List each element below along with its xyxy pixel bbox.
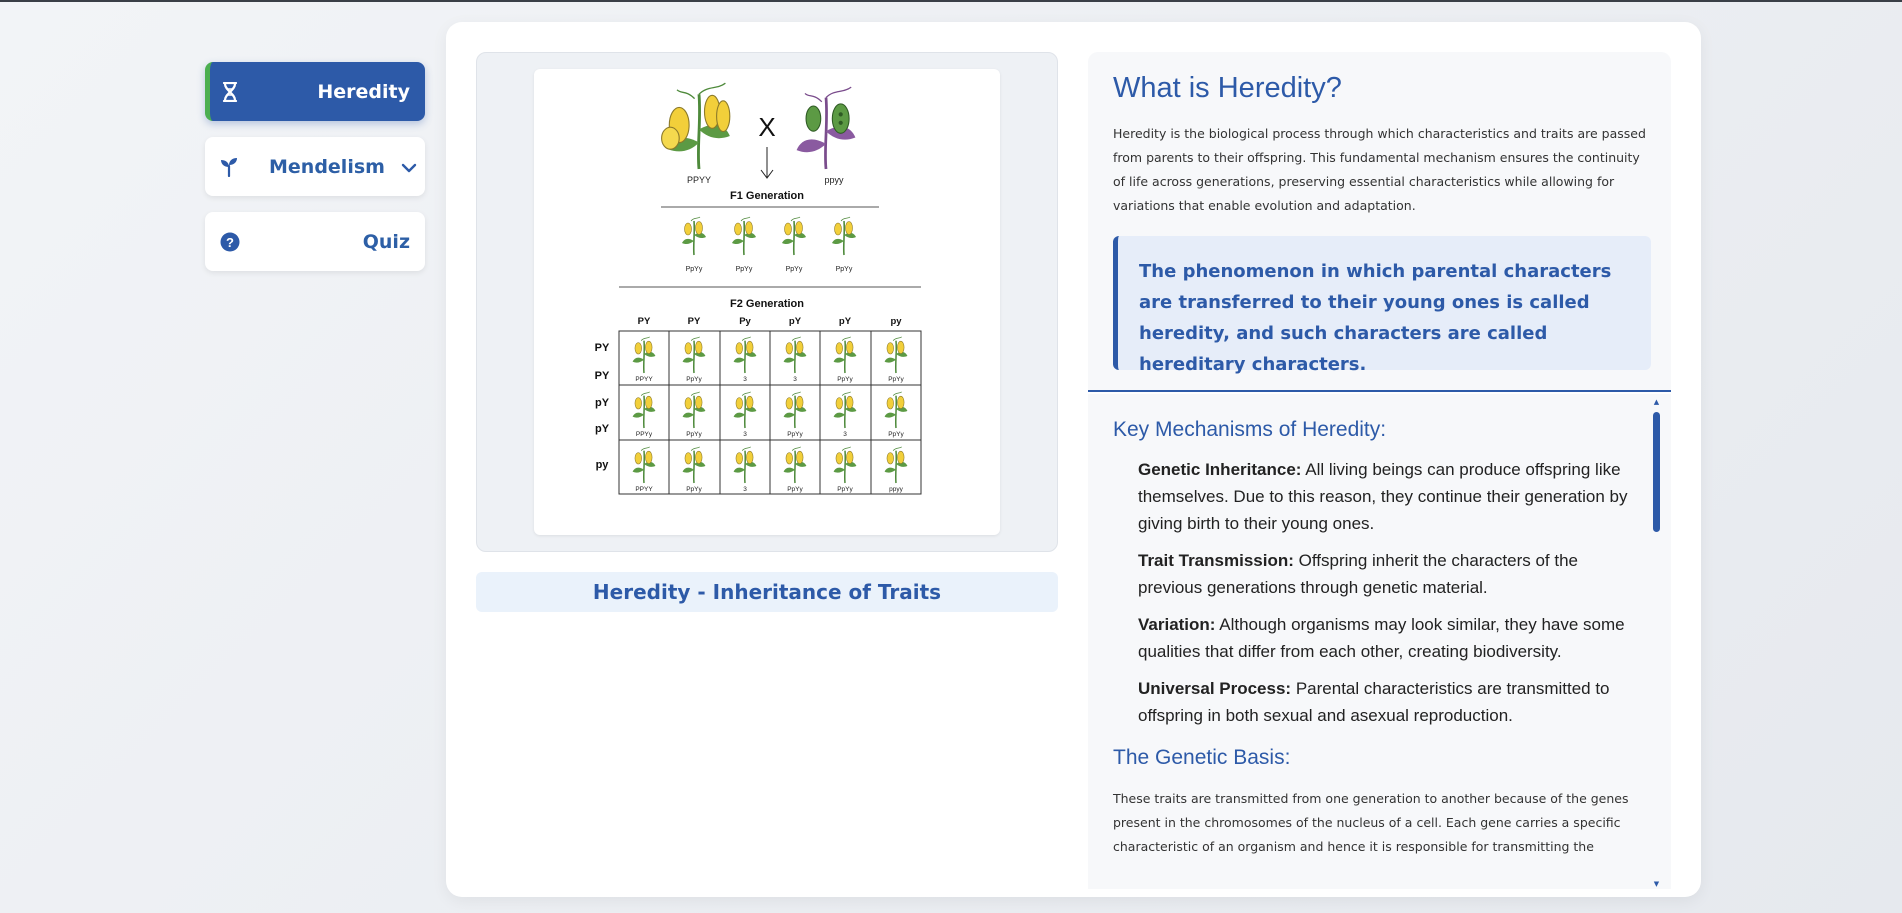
scroll-up-icon[interactable]: ▲ [1653, 398, 1660, 406]
list-item: Variation: Although organisms may look similar, they have some qualities that differ from each other, creating biodiversity. [1138, 615, 1625, 661]
sidebar-item-label: Heredity [317, 80, 410, 103]
content-card [446, 22, 1701, 897]
grid-cell-plant [834, 447, 857, 483]
grid-cell-plant [885, 447, 908, 483]
grid-cell-genotype: PPYy [635, 431, 653, 438]
col-header: py [890, 316, 902, 327]
f1-label-2: PpYy [735, 266, 753, 273]
chevron-down-icon[interactable] [401, 156, 417, 178]
grid-cell-genotype: 3 [793, 376, 797, 383]
grid-cell-genotype: PpYy [837, 486, 853, 493]
punnett-grid [619, 331, 921, 494]
parent-plant-green [797, 87, 856, 169]
f2-title: F2 Generation [730, 298, 804, 310]
list-item: Universal Process: Parental characteristics are transmitted to offspring in both sexual and asexual reproduction. [1138, 679, 1610, 725]
grid-cell-plant [734, 337, 757, 373]
mechanisms-heading: Key Mechanisms of Heredity: [1113, 418, 1387, 441]
f1-plant-1 [682, 217, 706, 255]
image-caption: Heredity - Inheritance of Traits [476, 572, 1058, 612]
grid-cell-genotype: PpYy [686, 376, 702, 383]
row-header: PY [594, 370, 610, 382]
list-item: Genetic Inheritance: All living beings can produce offspring like themselves. Due to this reason, they continue their generation by giving birth to their young ones. [1138, 460, 1628, 533]
window-top-edge [0, 0, 1902, 2]
grid-cell-genotype: PpYy [837, 376, 853, 383]
image-frame [476, 52, 1058, 552]
details-scroll-area[interactable] [1088, 394, 1671, 889]
parent1-genotype: PPYY [686, 175, 712, 185]
grid-cell-plant [734, 392, 757, 428]
f1-label-1: PpYy [685, 266, 703, 273]
sidebar-item-mendelism[interactable] [205, 137, 425, 196]
grid-cell-genotype: PpYy [787, 486, 803, 493]
basis-paragraph: These traits are transmitted from one generation to another because of the genes present in the chromosomes of the nucleus of a cell. Each gene carries a specific characteristic of an organism and hence it is responsible for transmitting the [1113, 791, 1629, 854]
grid-cell-plant [633, 392, 656, 428]
f1-plant-4 [832, 217, 856, 255]
grid-cell-plant [683, 447, 706, 483]
grid-cell-genotype: PpYy [888, 376, 904, 383]
row-header: PY [594, 342, 610, 354]
col-header: PY [687, 316, 701, 327]
grid-cell-genotype: PpYy [888, 431, 904, 438]
grid-cell-plant [834, 337, 857, 373]
sidebar-item-label: Quiz [362, 230, 410, 253]
svg-text:?: ? [226, 234, 234, 250]
sprout-icon [219, 156, 239, 178]
row-header: pY [594, 397, 610, 409]
cross-symbol: X [758, 112, 776, 142]
grid-cell-genotype: PpYy [686, 431, 702, 438]
f1-label-3: PpYy [785, 266, 803, 273]
definition-callout: The phenomenon in which parental characters are transferred to their young ones is called heredity, and such characters are called hereditary characters. [1113, 236, 1651, 370]
grid-cell-plant [633, 447, 656, 483]
sidebar-item-heredity[interactable] [205, 62, 425, 121]
grid-cell-plant [885, 337, 908, 373]
col-header: Py [739, 316, 751, 327]
grid-cell-genotype: 3 [743, 376, 747, 383]
info-panel [1088, 52, 1671, 392]
dna-icon [219, 81, 241, 103]
grid-cell-plant [683, 392, 706, 428]
grid-cell-genotype: PpYy [787, 431, 803, 438]
parent-plant-yellow [662, 83, 730, 169]
grid-cell-genotype: ppyy [889, 486, 903, 493]
sidebar [205, 62, 425, 287]
row-header: pY [594, 423, 610, 435]
basis-heading: The Genetic Basis: [1113, 746, 1291, 769]
grid-cell-plant [885, 392, 908, 428]
grid-cell-genotype: PPYY [635, 486, 653, 493]
mechanisms-list [1138, 456, 1628, 739]
grid-cell-genotype: 3 [743, 431, 747, 438]
sidebar-item-quiz[interactable] [205, 212, 425, 271]
col-header: pY [838, 316, 852, 327]
page-title: What is Heredity? [1113, 72, 1342, 104]
scrollbar[interactable] [1652, 398, 1661, 888]
grid-cell-genotype: 3 [843, 431, 847, 438]
grid-cell-genotype: PpYy [686, 486, 702, 493]
grid-cell-plant [784, 337, 807, 373]
grid-cell-plant [834, 392, 857, 428]
scroll-down-icon[interactable]: ▼ [1653, 880, 1660, 888]
heredity-diagram [534, 69, 1000, 535]
grid-cell-genotype: PPYY [635, 376, 653, 383]
grid-cell-plant [784, 447, 807, 483]
col-header: PY [637, 316, 651, 327]
f1-title: F1 Generation [730, 190, 804, 202]
f1-label-4: PpYy [835, 266, 853, 273]
grid-cell-genotype: 3 [743, 486, 747, 493]
list-item: Trait Transmission: Offspring inherit the characters of the previous generations through genetic material. [1138, 551, 1579, 597]
grid-cell-plant [683, 337, 706, 373]
lead-paragraph: Heredity is the biological process through which characteristics and traits are passed from parents to their offspring. This fundamental mechanism ensures the continuity of life across generations, preserving essential characteristics while allowing for variations that enable evolution and adaptation. [1113, 126, 1646, 213]
parent2-genotype: ppyy [824, 175, 844, 185]
f1-plant-2 [732, 217, 756, 255]
scrollbar-thumb[interactable] [1653, 412, 1660, 532]
grid-cell-plant [734, 447, 757, 483]
col-header: pY [788, 316, 802, 327]
f1-plant-3 [782, 217, 806, 255]
question-icon [219, 231, 241, 253]
grid-cell-plant [784, 392, 807, 428]
grid-cell-plant [633, 337, 656, 373]
sidebar-item-label: Mendelism [269, 155, 385, 178]
row-header: py [595, 459, 609, 471]
